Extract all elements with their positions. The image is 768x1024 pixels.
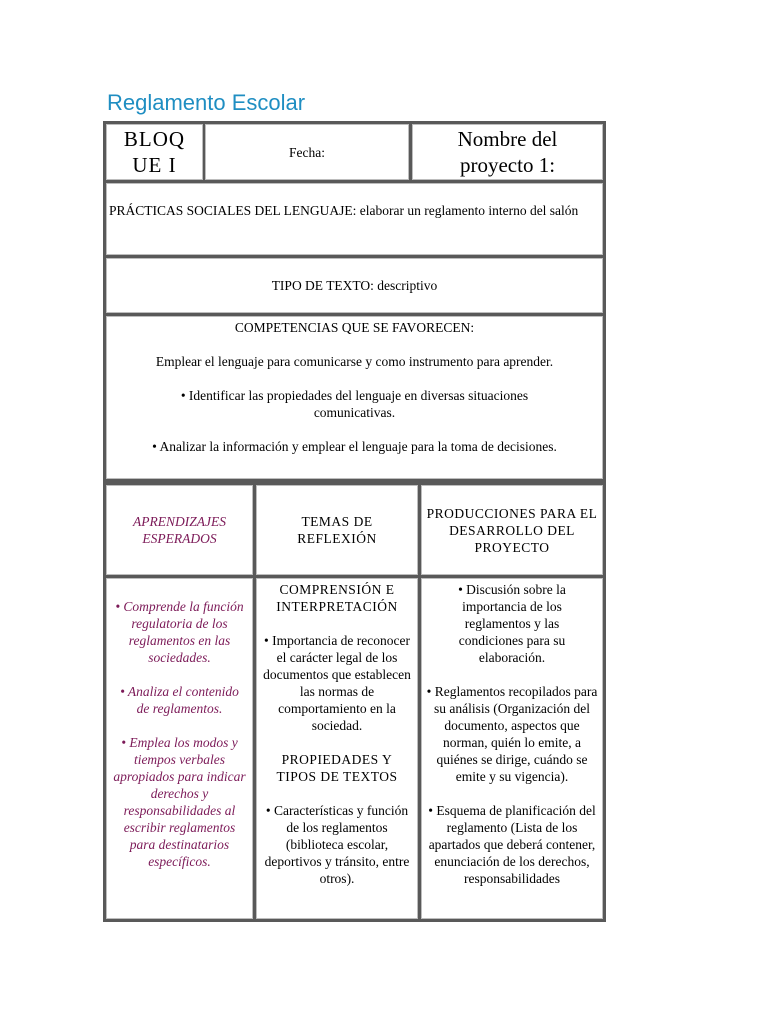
header-temas	[256, 485, 418, 575]
tema-heading: COMPRENSIÓN E INTERPRETACIÓN	[276, 582, 398, 614]
fecha-label: Fecha:	[289, 144, 325, 160]
tema-heading: PROPIEDADES Y TIPOS DE TEXTOS	[276, 752, 398, 784]
bloque-cell	[106, 124, 203, 180]
tipo-texto-text: TIPO DE TEXTO: descriptivo	[271, 278, 438, 293]
header-aprendizajes	[106, 485, 253, 575]
header-producciones-label: PRODUCCIONES PARA EL DESARROLLO DEL PROYECTO	[426, 506, 598, 555]
aprendizaje-item: • Comprende la función regulatoria de los reglamentos en las sociedades.	[115, 599, 244, 665]
producciones-body	[421, 578, 603, 919]
header-aprendizajes-label: APRENDIZAJES ESPERADOS	[133, 514, 226, 546]
practicas-cell	[106, 183, 603, 255]
temas-body	[256, 578, 418, 919]
competencia-item: Emplear el lenguaje para comunicarse y como instrumento para aprender.	[155, 354, 554, 369]
bloque-label: BLOQUE I	[123, 127, 186, 177]
aprendizaje-item: • Analiza el contenido de reglamentos.	[120, 684, 239, 716]
competencia-item: • Analizar la información y emplear el lenguaje para la toma de decisiones.	[152, 439, 557, 454]
tema-item: • Características y función de los reglamentos (biblioteca escolar, deportivos y tránsito, entre otros).	[264, 803, 410, 886]
produccion-item: • Reglamentos recopilados para su análisis (Organización del documento, aspectos que norman, quién lo emite, a quiénes se dirige, cuándo se emite y su vigencia).	[426, 684, 598, 784]
page-title: Reglamento Escolar	[107, 90, 306, 115]
competencia-item: • Identificar las propiedades del lenguaje en diversas situaciones comunicativas.	[180, 388, 529, 420]
tema-item: • Importancia de reconocer el carácter legal de los documentos que establecen las normas de comportamiento en la sociedad.	[263, 633, 411, 733]
header-temas-label: TEMAS DE REFLEXIÓN	[297, 514, 377, 546]
produccion-item: • Esquema de planificación del reglamento (Lista de los apartados que deberá contener, enunciación de los derechos, responsabilidades	[428, 803, 596, 886]
competencias-heading: COMPETENCIAS QUE SE FAVORECEN:	[234, 320, 475, 335]
header-producciones	[421, 485, 603, 575]
aprendizajes-body	[106, 578, 253, 919]
proyecto-cell	[412, 124, 603, 180]
tipo-texto-cell	[106, 258, 603, 313]
practicas-text: PRÁCTICAS SOCIALES DEL LENGUAJE: elaborar un reglamento interno del salón	[109, 203, 579, 218]
fecha-cell	[205, 124, 409, 180]
competencias-cell	[106, 316, 603, 479]
aprendizaje-item: • Emplea los modos y tiempos verbales apropiados para indicar derechos y responsabilidades al escribir reglamentos para destinatarios específicos.	[113, 735, 246, 869]
proyecto-label: Nombre del proyecto 1:	[457, 127, 558, 177]
produccion-item: • Discusión sobre la importancia de los reglamentos y las condiciones para su elaboración.	[458, 582, 566, 665]
